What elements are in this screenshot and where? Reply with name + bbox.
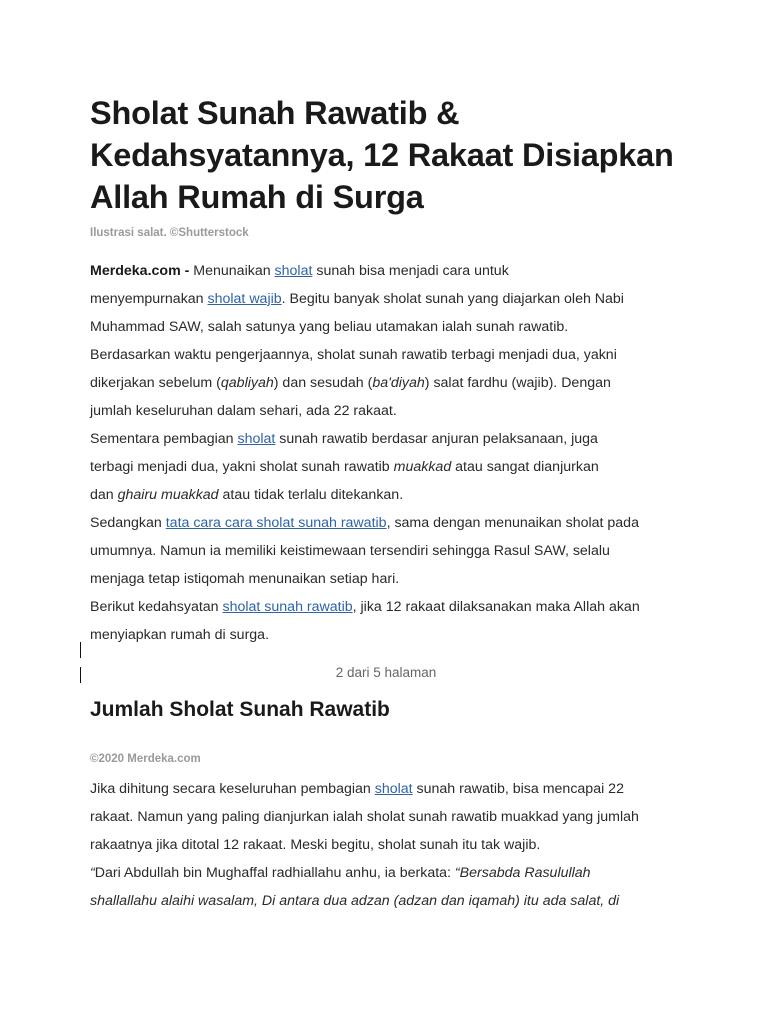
- text-segment: Menunaikan: [193, 263, 275, 279]
- italic-term: ba'diyah: [372, 375, 425, 391]
- text-segment: ) salat fardhu (wajib). Dengan: [424, 375, 611, 391]
- text-segment: Sementara pembagian: [90, 431, 238, 447]
- paragraph-line: umumnya. Namun ia memiliki keistimewaan tersendiri sehingga Rasul SAW, selalu: [90, 543, 610, 559]
- link-sholat[interactable]: sholat: [274, 263, 313, 279]
- pagination-indicator: 2 dari 5 halaman: [335, 665, 437, 680]
- paragraph-line: rakaatnya jika ditotal 12 rakaat. Meski begitu, sholat sunah itu tak wajib.: [90, 837, 541, 853]
- paragraph-line: [90, 887, 682, 915]
- text-segment: sunah bisa menjadi cara untuk: [312, 263, 509, 279]
- paragraph-line: [90, 257, 682, 285]
- text-segment: dikerjakan sebelum (: [90, 375, 221, 391]
- image-caption: ©2020 Merdeka.com: [90, 753, 201, 765]
- link-sholat-wajib[interactable]: sholat wajib: [207, 291, 282, 307]
- text-segment: , jika 12 rakaat dilaksanakan maka Allah akan: [352, 599, 640, 615]
- paragraph-line: [90, 453, 682, 481]
- paragraph-line: Muhammad SAW, salah satunya yang beliau utamakan ialah sunah rawatib.: [90, 319, 569, 335]
- paragraph-line: jumlah keseluruhan dalam sehari, ada 22 rakaat.: [90, 403, 397, 419]
- link-sholat[interactable]: sholat: [237, 431, 276, 447]
- text-segment: . Begitu banyak sholat sunah yang diajarkan oleh Nabi: [281, 291, 624, 307]
- text-segment: sunah rawatib berdasar anjuran pelaksanaan, juga: [275, 431, 598, 447]
- text-segment: atau sangat dianjurkan: [451, 459, 599, 475]
- paragraph-line: [90, 593, 682, 621]
- text-cursor: [80, 642, 81, 658]
- text-segment: Berikut kedahsyatan: [90, 599, 223, 615]
- link-sholat[interactable]: sholat: [374, 781, 413, 797]
- article-body-section: [90, 775, 682, 915]
- text-segment: dan: [90, 487, 118, 503]
- paragraph-line: [90, 425, 682, 453]
- paragraph-line: [90, 481, 682, 509]
- text-segment: ) dan sesudah (: [273, 375, 373, 391]
- link-tata-cara-sholat-sunah-rawatib[interactable]: tata cara cara sholat sunah rawatib: [165, 515, 387, 531]
- text-segment: atau tidak terlalu ditekankan.: [218, 487, 404, 503]
- paragraph-line: [90, 775, 682, 803]
- article-title: Sholat Sunah Rawatib & Kedahsyatannya, 12 Rakaat Disiapkan Allah Rumah di Surga: [90, 95, 674, 215]
- link-sholat-sunah-rawatib[interactable]: sholat sunah rawatib: [222, 599, 353, 615]
- paragraph-line: menyiapkan rumah di surga.: [90, 627, 270, 643]
- text-segment: menyempurnakan: [90, 291, 208, 307]
- text-cursor: [80, 667, 81, 683]
- paragraph-line: Berdasarkan waktu pengerjaannya, sholat sunah rawatib terbagi menjadi dua, yakni: [90, 347, 617, 363]
- source-label: Merdeka.com: [90, 263, 181, 279]
- paragraph-line: [90, 369, 682, 397]
- paragraph-line: [90, 859, 682, 887]
- italic-quote: “Bersabda Rasulullah: [454, 865, 591, 881]
- text-segment: , sama dengan menunaikan sholat pada: [386, 515, 639, 531]
- paragraph-line: [90, 285, 682, 313]
- text-segment: Sedangkan: [90, 515, 166, 531]
- text-segment: terbagi menjadi dua, yakni sholat sunah rawatib: [90, 459, 394, 475]
- italic-term: ghairu muakkad: [117, 487, 219, 503]
- section-heading: Jumlah Sholat Sunah Rawatib: [90, 698, 390, 721]
- italic-quote: shallallahu alaihi wasalam, Di antara dua adzan (adzan dan iqamah) itu ada salat, di: [90, 893, 620, 909]
- paragraph-line: [90, 509, 682, 537]
- text-segment: sunah rawatib, bisa mencapai 22: [412, 781, 624, 797]
- article-body: [90, 257, 682, 649]
- text-segment: Dari Abdullah bin Mughaffal radhiallahu anhu, ia berkata:: [94, 865, 455, 881]
- paragraph-line: menjaga tetap istiqomah menunaikan setiap hari.: [90, 571, 400, 587]
- source-dash: -: [180, 263, 194, 279]
- italic-term: qabliyah: [220, 375, 274, 391]
- italic-term: muakkad: [393, 459, 452, 475]
- paragraph-line: rakaat. Namun yang paling dianjurkan ialah sholat sunah rawatib muakkad yang jumlah: [90, 809, 639, 825]
- text-segment: Jika dihitung secara keseluruhan pembagian: [90, 781, 375, 797]
- image-caption: Ilustrasi salat. ©Shutterstock: [90, 227, 249, 239]
- quote-mark: “: [90, 865, 95, 881]
